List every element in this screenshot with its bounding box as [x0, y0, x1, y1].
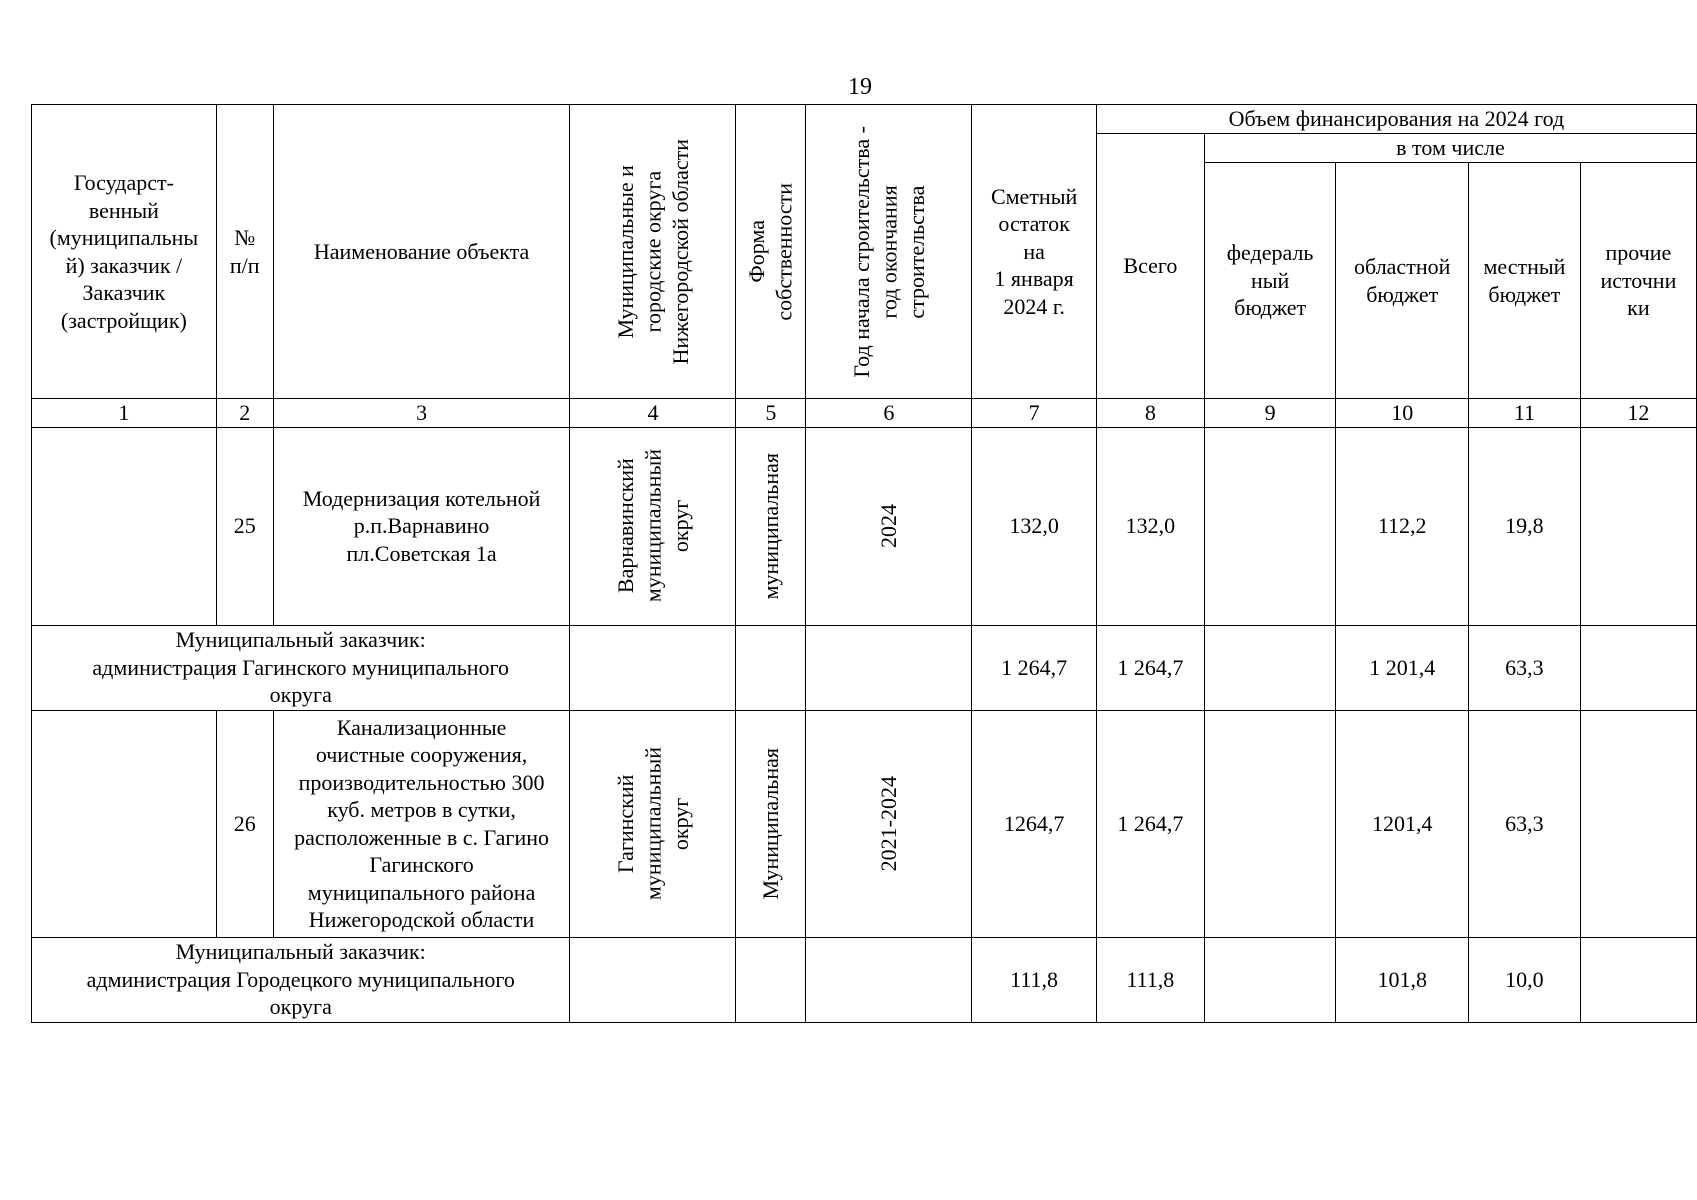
ownership-cell [736, 937, 806, 1022]
local-value: 63,3 [1469, 710, 1581, 937]
header-financing: Объем финансирования на 2024 год [1096, 105, 1696, 134]
other-value [1580, 710, 1696, 937]
district-cell [570, 710, 736, 937]
column-number: 2 [216, 399, 273, 428]
header-districts [570, 105, 736, 399]
regional-value: 101,8 [1336, 937, 1469, 1022]
years-cell [806, 427, 972, 625]
column-number: 12 [1580, 399, 1696, 428]
header-years-text: Год начала строительства - год окончания строительства [848, 125, 929, 378]
customer-subtotal-row [32, 937, 1697, 1022]
estimate-value: 1 264,7 [972, 625, 1096, 710]
ownership-cell [736, 710, 806, 937]
header-districts-text: Муниципальные и городские округа Нижегородской области [612, 138, 693, 365]
years-cell [806, 625, 972, 710]
customer-name: Муниципальный заказчик: администрация Городецкого муниципального округа [32, 937, 570, 1022]
total-value: 111,8 [1096, 937, 1204, 1022]
federal-value [1204, 625, 1335, 710]
regional-value: 1 201,4 [1336, 625, 1469, 710]
customer-cell [32, 710, 217, 937]
total-value: 132,0 [1096, 427, 1204, 625]
column-number: 3 [273, 399, 570, 428]
years-cell [806, 710, 972, 937]
header-other: прочие источни ки [1580, 163, 1696, 399]
local-value: 63,3 [1469, 625, 1581, 710]
ownership-text: муниципальная [758, 452, 784, 600]
regional-value: 112,2 [1336, 427, 1469, 625]
total-value: 1 264,7 [1096, 625, 1204, 710]
federal-value [1204, 710, 1335, 937]
header-customer: Государст- венный (муниципальны й) заказчик / Заказчик (застройщик) [32, 105, 217, 399]
row-number: 25 [216, 427, 273, 625]
local-value: 19,8 [1469, 427, 1581, 625]
estimate-value: 111,8 [972, 937, 1096, 1022]
column-number: 9 [1204, 399, 1335, 428]
ownership-cell [736, 625, 806, 710]
customer-subtotal-row [32, 625, 1697, 710]
total-value: 1 264,7 [1096, 710, 1204, 937]
estimate-value: 1264,7 [972, 710, 1096, 937]
header-ownership-text: Форма собственности [744, 182, 797, 321]
header-name: Наименование объекта [273, 105, 570, 399]
header-including: в том числе [1204, 134, 1696, 163]
customer-cell [32, 427, 217, 625]
ownership-text: Муниципальная [758, 747, 784, 900]
row-number: 26 [216, 710, 273, 937]
column-number: 1 [32, 399, 217, 428]
object-name: Модернизация котельной р.п.Варнавино пл.Советская 1а [273, 427, 570, 625]
table-row [32, 710, 1697, 937]
district-cell [570, 937, 736, 1022]
header-federal: федераль ный бюджет [1204, 163, 1335, 399]
header-local: местный бюджет [1469, 163, 1581, 399]
federal-value [1204, 427, 1335, 625]
header-number: № п/п [216, 105, 273, 399]
other-value [1580, 427, 1696, 625]
local-value: 10,0 [1469, 937, 1581, 1022]
column-number: 8 [1096, 399, 1204, 428]
ownership-cell [736, 427, 806, 625]
district-cell [570, 625, 736, 710]
column-number: 5 [736, 399, 806, 428]
column-number: 11 [1469, 399, 1581, 428]
column-numbers-row [32, 399, 1697, 428]
column-number: 10 [1336, 399, 1469, 428]
federal-value [1204, 937, 1335, 1022]
years-text: 2024 [876, 504, 902, 548]
header-ownership [736, 105, 806, 399]
estimate-value: 132,0 [972, 427, 1096, 625]
other-value [1580, 937, 1696, 1022]
financing-table [31, 104, 1697, 1023]
years-cell [806, 937, 972, 1022]
column-number: 7 [972, 399, 1096, 428]
column-number: 4 [570, 399, 736, 428]
customer-name: Муниципальный заказчик: администрация Гагинского муниципального округа [32, 625, 570, 710]
district-text: Варнавинский муниципальный округ [612, 449, 693, 603]
district-text: Гагинский муниципальный округ [612, 746, 693, 901]
regional-value: 1201,4 [1336, 710, 1469, 937]
other-value [1580, 625, 1696, 710]
page-number: 19 [848, 74, 872, 100]
header-estimate: Сметный остаток на 1 января 2024 г. [972, 105, 1096, 399]
district-cell [570, 427, 736, 625]
header-total: Всего [1096, 134, 1204, 399]
object-name: Канализационные очистные сооружения, производительностью 300 куб. метров в сутки, расположенные в с. Гагино Гагинского муниципального района Нижегородской области [273, 710, 570, 937]
header-years [806, 105, 972, 399]
years-text: 2021-2024 [876, 775, 902, 872]
column-number: 6 [806, 399, 972, 428]
header-regional: областной бюджет [1336, 163, 1469, 399]
table-row [32, 427, 1697, 625]
